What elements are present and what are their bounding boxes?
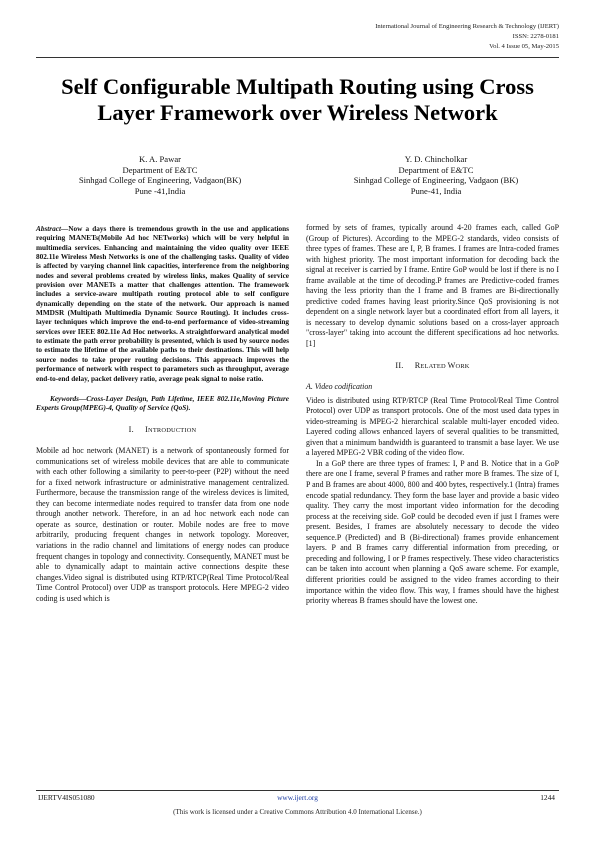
- related-work-para-1: Video is distributed using RTP/RTCP (Real Time Protocol/Real Time Control Protocol) over UDP as transport protocols. One of the most used data types in video-streaming is MPEG-2 hierarchical scalable multi-layer encoded video. Layered coding allows enhanced layers of several qualities to be transmitted, given that a minimum bandwidth is guaranteed to transmit a base layer. We use a layered MPEG-2 VBR coding of the video flow.: [306, 395, 559, 458]
- author-block-1: [40, 154, 280, 196]
- journal-volume: Vol. 4 Issue 05, May-2015: [489, 43, 559, 51]
- subsection-heading: A. Video codification: [306, 382, 373, 392]
- paper-title: Self Configurable Multipath Routing using Cross Layer Framework over Wireless Network: [61, 74, 534, 125]
- author-block-2: [316, 154, 556, 196]
- author-location: Pune -41,India: [134, 185, 186, 196]
- footer-divider: [36, 790, 559, 791]
- abstract: [36, 225, 289, 384]
- keywords: Keywords—Cross-Layer Design, Path Lifetime, IEEE 802.11e,Moving Picture Experts Group(MPEG)-4, Quality of Service (QoS).: [36, 394, 289, 413]
- author-name: K. A. Pawar: [138, 154, 181, 164]
- right-column: [306, 223, 559, 607]
- header-divider: [36, 57, 559, 58]
- page-number: 1244: [540, 793, 555, 802]
- abstract-lead: Abstract: [36, 225, 61, 233]
- section-heading-related-work: II. RELATED WORK: [395, 360, 470, 370]
- paper-id: IJERTV4IS051080: [38, 793, 95, 802]
- author-name: Y. D. Chincholkar: [404, 154, 468, 164]
- journal-name: International Journal of Engineering Research & Technology (IJERT): [375, 23, 559, 30]
- author-affiliation: Sinhgad College of Engineering, Vadgaon (BK): [353, 175, 519, 186]
- author-dept: Department of E&TC: [398, 164, 474, 175]
- section-heading-introduction: I. INTRODUCTION: [128, 424, 197, 434]
- author-dept: Department of E&TC: [122, 164, 198, 175]
- journal-issn: ISSN: 2278-0181: [512, 33, 559, 41]
- abstract-body: —Now a days there is tremendous growth in the use and applications requiring MANETs(Mobile Ad hoc NETworks) which will be very helpful in multimedia services. Enhancing and maintaining the video quality over IEEE 802.11e Wireless Mesh Networks is one of the challenging tasks. Quality of video is affected by varying channel link capacities, interference from the neighboring nodes and several problems created by wireless links, makes Quality of service provision over MANETs a matter that challenges attention. The framework includes a service-aware multipath routing protocol able to self configure dynamically depending on the state of the network. Our approach is named MMDSR (Multipath Multimedia Dynamic Source Routing). It includes cross-layer techniques which improve the end-to-end performance of video-streaming services over IEEE 802.11e Ad Hoc networks. A straightforward analytical model to estimate the path error probability is presented, which is used by source nodes to estimate the lifetime of the available paths to their destinations. This will help source nodes to take proper routing decisions. This approach improves the performance of network with respect to parameters such as throughput, average end-to-end delay, packet delivery ratio, average peak signal to noise ratio.: [36, 225, 289, 383]
- related-work-para-2: In a GoP there are three types of frames: I, P and B. Notice that in a GoP there are one I frame, several P frames and rather more B frames. The size of I, P and B frames are about 4000, 800 and 400 bytes, respectively.1 (Intra) frames encode spatial redundancy. They form the base layer and provide a basic video quality. They carry the most important video information for the decoding process at the receiving side. GoP could be decoded even if just I frames were present. Besides, I frames are absolutely necessary to decode the video sequence.P (Predicted) and B (Bi-directional) frames provide enhancement layers. P and B frames carry differential information from preceding, or preceding and following, I or P frames respectively. These video characteristics can be taken into account when planning a QoS aware scheme. For example, different priorities could be assigned to the video frames according to their importance within the video flow. This way, I frames should have the highest priority whereas B frames should have the lowest one.: [306, 458, 559, 606]
- author-affiliation: Sinhgad College of Engineering, Vadgaon(BK): [78, 175, 242, 186]
- left-column: [36, 225, 289, 604]
- author-location: Pune-41, India: [410, 185, 462, 196]
- journal-header: [375, 22, 559, 53]
- introduction-continued: formed by sets of frames, typically around 4-20 frames each, called GoP (Group of Pictures). According to the MPEG-2 standards, video consists of three types of frames. These are I, P, B frames. I frames are Intra-coded frames with highest priority. The most important information for decoding back the signal at receiver is carried by I frame. Entire GoP would be lost if there is no I frame available at the time of decoding.P frames are Predictive-coded frames having the less priority than the I frame and B frames are Bi-directionally predictive coded frames having least priority.Since QoS provisioning is not dependent on a single network layer but a coordinated effort from all layers, it is necessary to develop dynamic solutions based on a cross-layer approach "cross-layer" taking into account the different specifications ad hoc networks. [1]: [306, 223, 559, 349]
- introduction-text: Mobile ad hoc network (MANET) is a network of spontaneously formed for communications set of wireless mobile devices that are able to communicate with each other following a similarity to peer-to-peer (P2P) without the need for a fixed network infrastructure or administrative management centralized. Furthermore, because the transmission range of the wireless devices is limited, they can become intermediate nodes required to transfer data from one node through another network. Therefore, in an ad hoc network each node can operate as source, destination or router. Mobile nodes are free to move arbitrarily, producing frequent changes in network topology. Moreover, variations in the radio channel and limitations of energy nodes can produce frequent changes in topology and connectivity. Consequently, MANET must be able to dynamically adapt to maintain active connections despite these changes.Video signal is distributed using RTP/RTCP(Real Time Protocol/Real Time Control Protocol) over UDP as transport protocols. Here MPEG-2 video coding is used which is: [36, 446, 289, 603]
- license-notice: (This work is licensed under a Creative Commons Attribution 4.0 International License.): [173, 808, 422, 816]
- journal-website-link[interactable]: www.ijert.org: [277, 793, 318, 802]
